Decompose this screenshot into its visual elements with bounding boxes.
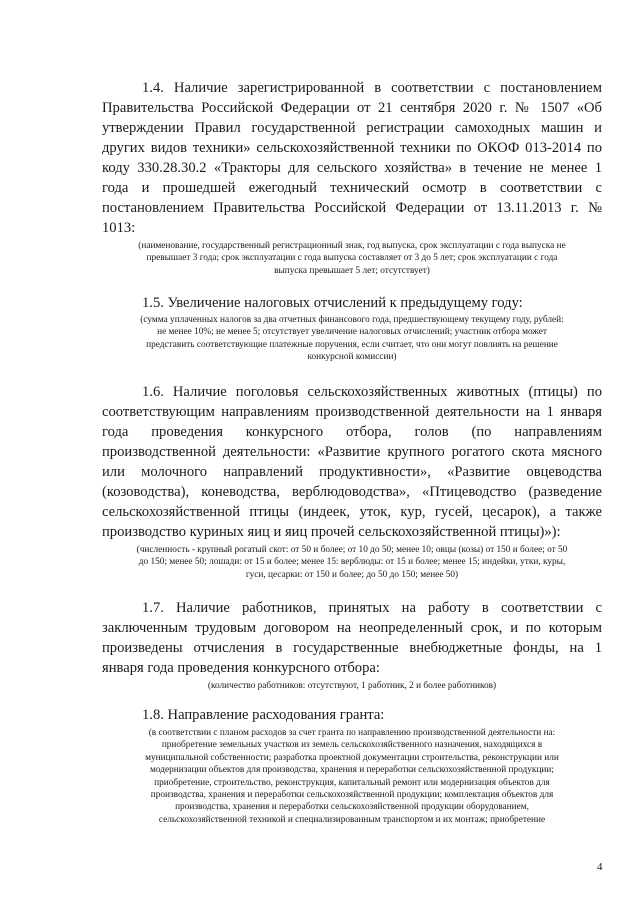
text-line: произведены отчисления в государственные внебюджетные фонды, на 1 bbox=[102, 640, 602, 656]
note-line: не менее 10%; не менее 5; отсутствует увеличение налоговых отчислений; участник отбора может bbox=[157, 327, 547, 338]
note-line: (сумма уплаченных налогов за два отчетных финансового года, предшествующему текущему году, рублей: bbox=[140, 315, 564, 325]
text-line: 1.7. Наличие работников, принятых на работу в соответствии с bbox=[142, 600, 602, 616]
text-line: постановлением Правительства Российской Федерации от 13.11.2013 г. № bbox=[102, 200, 602, 216]
note-line: до 150; менее 50; лошади: от 15 и более; менее 15: верблюды: от 15 и более; менее 15; индейки, утки, куры, bbox=[138, 557, 566, 568]
text-line: сельскохозяйственной птицы (индеек, уток, кур, гусей, цесарок), а также bbox=[102, 504, 602, 520]
note-line: конкурсной комиссии) bbox=[307, 352, 397, 363]
text-line: (козоводства), коневодства, верблюдоводства», «Птицеводство (разведение bbox=[102, 484, 602, 500]
note-line: (в соответствии с планом расходов за счет гранта по направлению производственной деятельности на: bbox=[148, 728, 556, 738]
section-1-4-text bbox=[102, 78, 602, 238]
text-line: производственной деятельности: «Развитие крупного рогатого скота мясного bbox=[102, 444, 602, 460]
section-1-8-note bbox=[102, 727, 602, 826]
note-line: гуси, цесарки: от 150 и более; до 50 до 150; менее 50) bbox=[245, 569, 459, 580]
section-1-5-heading: 1.5. Увеличение налоговых отчислений к предыдущему году: bbox=[142, 295, 523, 311]
note-line: (численность - крупный рогатый скот: от 50 и более; от 10 до 50; менее 10; овцы (козы) от 150 и более; от 50 bbox=[136, 545, 568, 555]
text-line: заключенным трудовым договором на неопределенный срок, и по которым bbox=[102, 620, 602, 636]
note-line: (наименование, государственный регистрационный знак, год выпуска, срок эксплуатации с года выпуска не bbox=[138, 241, 566, 251]
note-line: производства, хранения и переработки сельскохозяйственной продукции; комплектация объектов для bbox=[150, 790, 554, 801]
page-number: 4 bbox=[597, 861, 603, 873]
section-1-7-text bbox=[102, 598, 602, 678]
text-line: коду 330.28.30.2 «Тракторы для сельского хозяйства» в течение не менее 1 bbox=[102, 160, 602, 176]
section-1-8 bbox=[102, 705, 602, 826]
text-line: года проведения конкурсного отбора, голов (по направлениям bbox=[102, 424, 602, 440]
section-1-7 bbox=[102, 598, 602, 692]
note-line: производства, хранения и переработки сельскохозяйственной продукции оборудованием, bbox=[175, 802, 529, 813]
text-line: 1013: bbox=[102, 220, 136, 236]
text-line: 1.4. Наличие зарегистрированной в соответствии с постановлением bbox=[142, 80, 602, 96]
section-1-4-note bbox=[102, 240, 602, 277]
note-line: (количество работников: отсутствуют, 1 работник, 2 и более работников) bbox=[207, 681, 497, 691]
text-line: утверждении Правил государственной регистрации самоходных машин и bbox=[102, 120, 602, 136]
section-1-8-heading: 1.8. Направление расходования гранта: bbox=[142, 707, 385, 723]
note-line: муниципальной собственности; разработка проектной документации строительства, реконструкции или bbox=[145, 752, 559, 763]
section-1-6 bbox=[102, 382, 602, 581]
section-1-5-note bbox=[102, 314, 602, 364]
section-1-6-note bbox=[102, 544, 602, 581]
text-line: 1.6. Наличие поголовья сельскохозяйственных животных (птицы) по bbox=[142, 384, 602, 400]
note-line: модернизации объектов для производства, хранения и переработки сельскохозяйственной продукции; bbox=[150, 765, 554, 776]
text-line: или молочного направлений продуктивности», «Развитие овцеводства bbox=[102, 464, 602, 480]
section-1-7-note bbox=[102, 680, 602, 692]
note-line: превышает 3 года; срок эксплуатации с года выпуска составляет от 3 до 5 лет; срок эксплуатации с года bbox=[146, 253, 558, 264]
note-line: приобретение земельных участков из земель сельскохозяйственного назначения, находящихся в bbox=[161, 740, 543, 751]
text-line: Правительства Российской Федерации от 21 сентября 2020 г. № 1507 «Об bbox=[102, 100, 602, 116]
note-line: приобретение, строительство, реконструкция, капитальный ремонт или модернизация объектов для bbox=[154, 777, 550, 788]
text-line: года и прошедшей ежегодный технический осмотр в соответствии с bbox=[102, 180, 602, 196]
text-line: соответствующим направлениям производственной деятельности на 1 января bbox=[102, 404, 602, 420]
note-line: выпуска превышает 5 лет; отсутствует) bbox=[274, 265, 430, 276]
text-line: производство куриных яиц и яиц прочей сельскохозяйственной птицы)»): bbox=[102, 524, 561, 540]
text-line: других видов техники» сельскохозяйственной техники по ОКОФ 013-2014 по bbox=[102, 140, 602, 156]
note-line: сельскохозяйственной техникой и специализированным транспортом и их монтаж; приобретение bbox=[158, 814, 546, 825]
note-line: представить соответствующие платежные поручения, если считает, что они могут повлиять на решение bbox=[146, 339, 558, 350]
section-1-5 bbox=[102, 293, 602, 364]
section-1-6-text bbox=[102, 382, 602, 542]
text-line: января года проведения конкурсного отбора: bbox=[102, 660, 380, 676]
section-1-4 bbox=[102, 78, 602, 277]
